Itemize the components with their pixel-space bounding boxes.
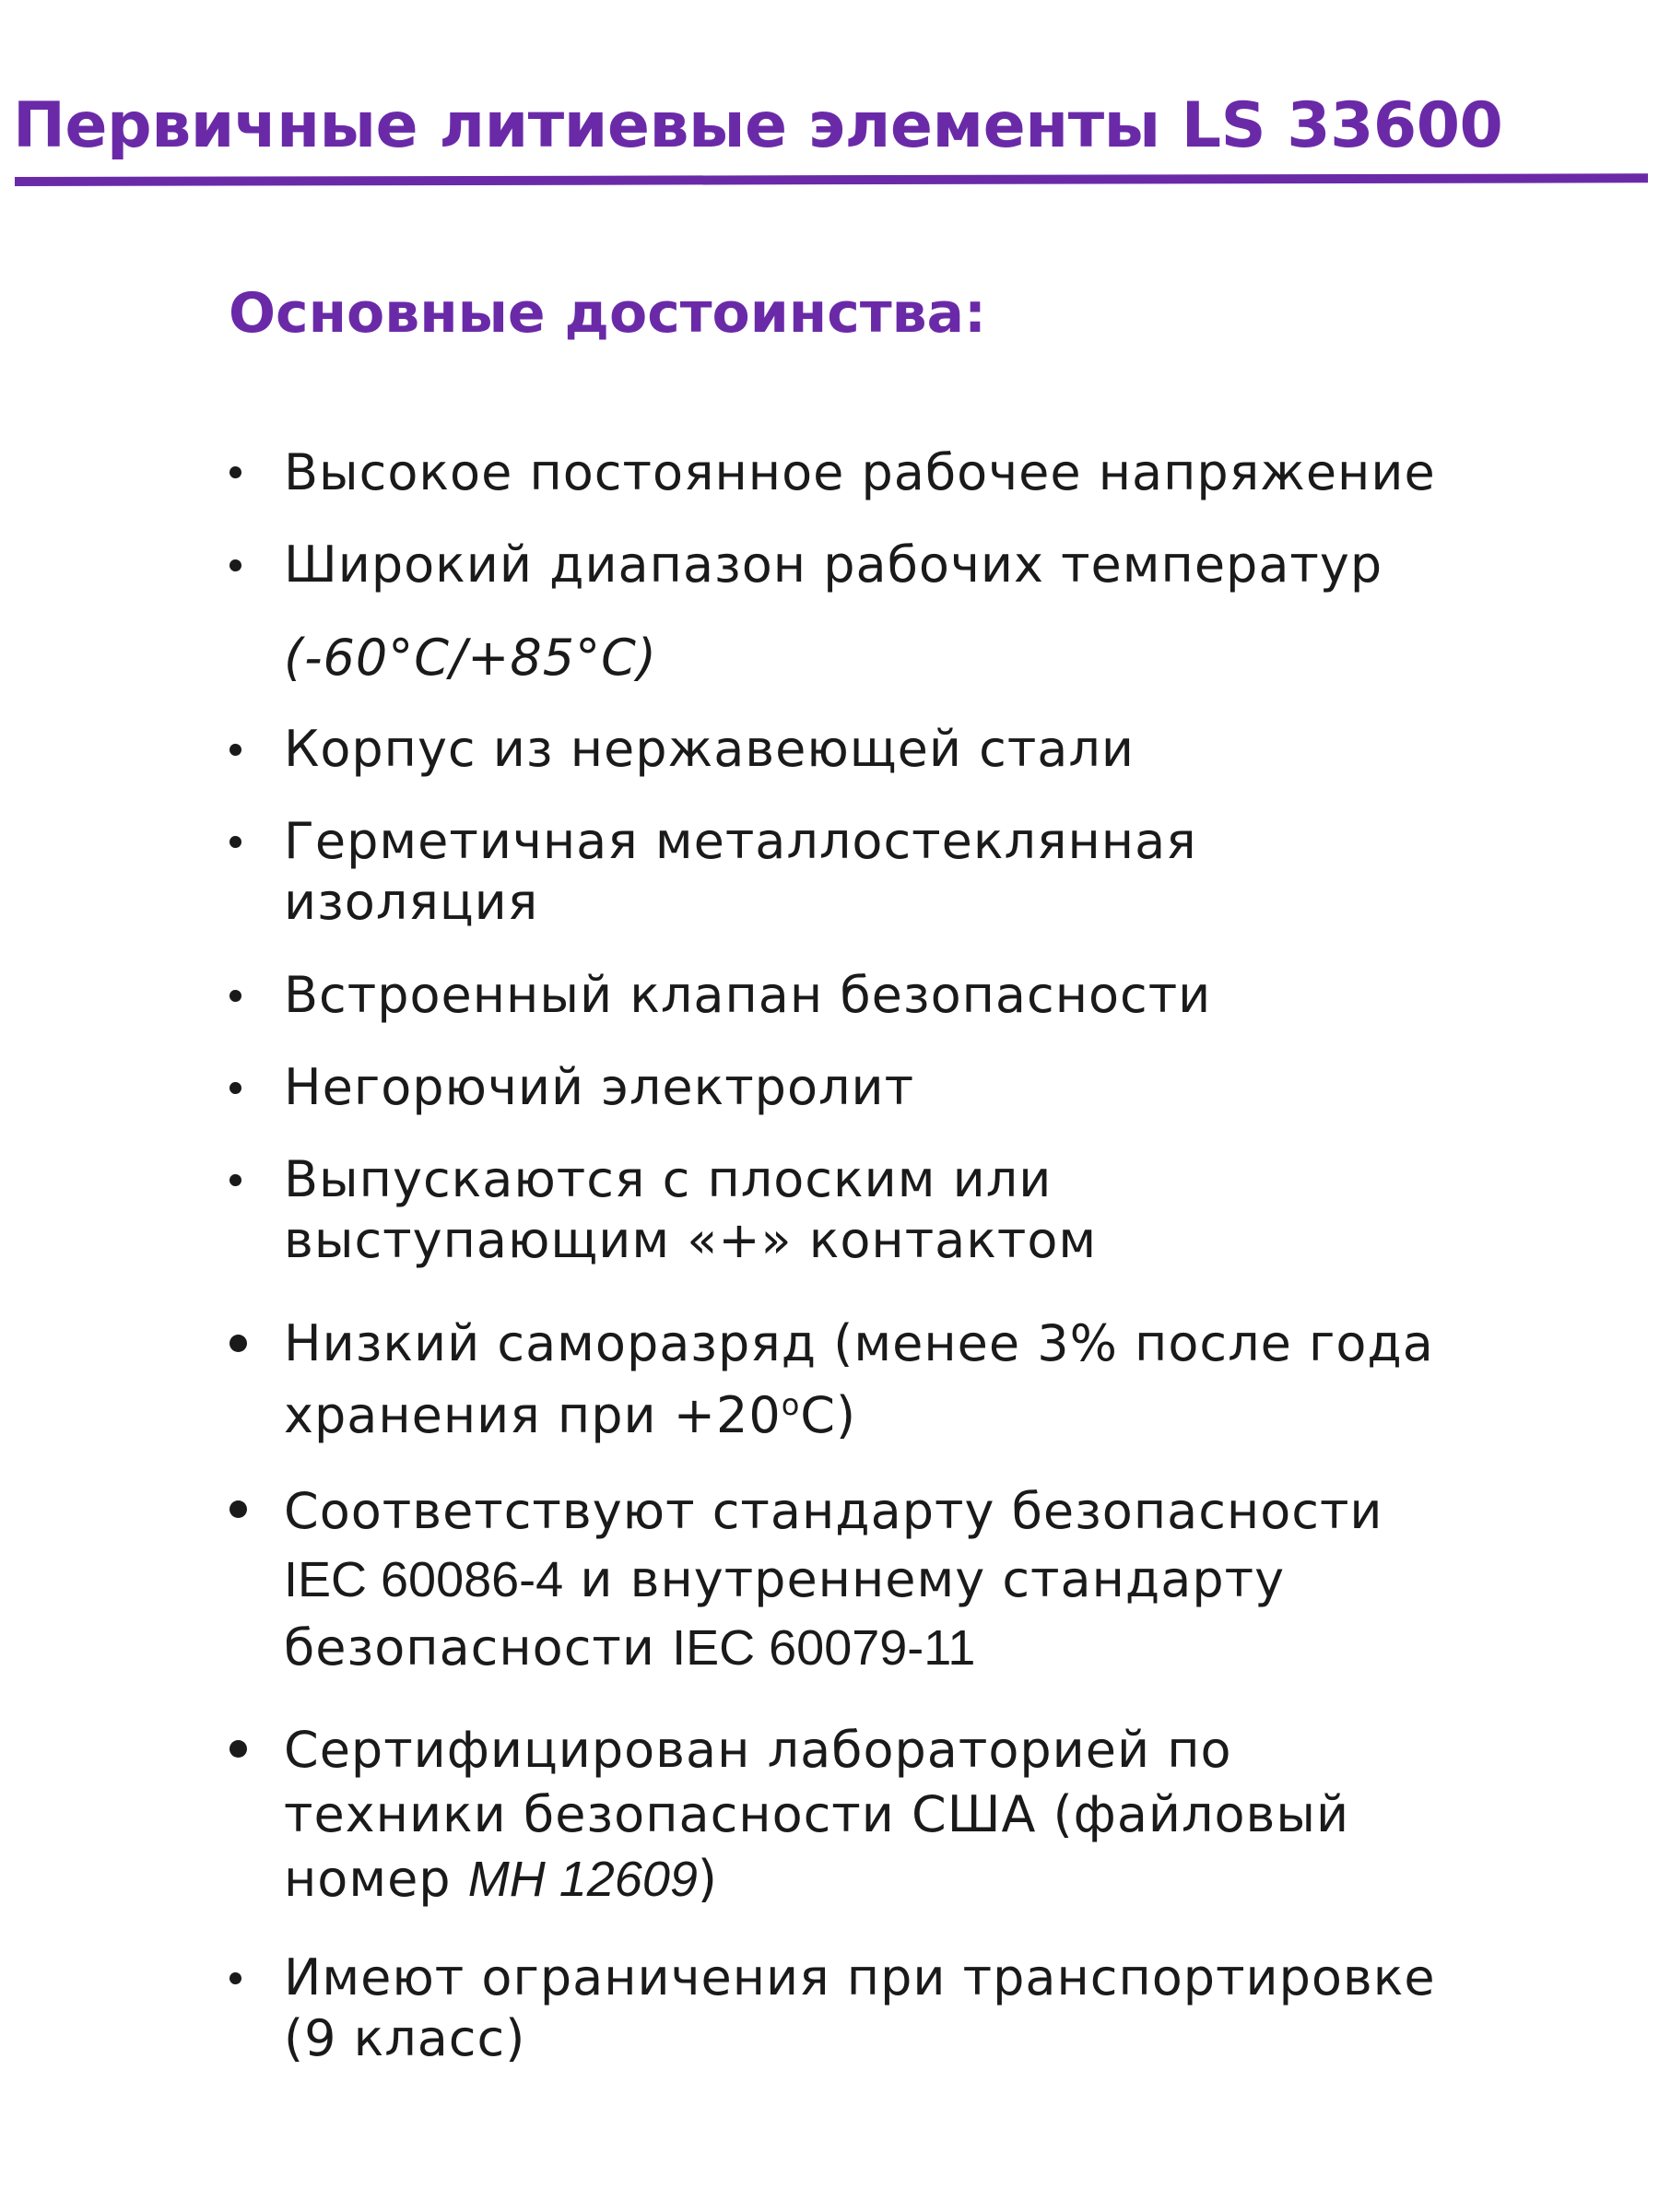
text-line: Соответствуют стандарту безопасности [284, 1482, 1383, 1540]
text-line: выступающим «+» контактом [284, 1211, 1098, 1269]
bullet-icon [229, 744, 241, 756]
text-line: Высокое постоянное рабочее напряжение [284, 443, 1436, 501]
temperature-range: (-60°C/+85°C) [284, 629, 657, 687]
text-line: Герметичная металлостеклянная [284, 812, 1197, 870]
degree-sign: o [781, 1387, 801, 1422]
text-line [284, 1847, 1630, 1912]
text-line: Корпус из нержавеющей стали [284, 720, 1135, 778]
list-item-text [284, 1477, 1630, 1682]
list-item-text [284, 1947, 1630, 2069]
page-title: Первичные литиевые элементы LS 33600 [13, 89, 1503, 162]
text-segment: хранения при +20 [284, 1386, 782, 1444]
text-line [284, 1374, 1630, 1446]
text-line: (9 класс) [284, 2009, 526, 2067]
section-subtitle: Основные достоинства: [229, 281, 987, 346]
text-line: техники безопасности США (файловый [284, 1785, 1350, 1843]
list-item-text [284, 811, 1630, 933]
bullet-icon [229, 1082, 241, 1094]
text-line: изоляция [284, 873, 539, 931]
text-line: Сертифицирован лабораторией по [284, 1721, 1232, 1779]
text-line: Встроенный клапан безопасности [284, 966, 1212, 1024]
bullet-icon [229, 1174, 241, 1186]
text-segment: и внутреннему стандарту [563, 1550, 1286, 1608]
list-item-text [284, 1057, 1630, 1118]
text-line [284, 1614, 1630, 1682]
bullet-icon [229, 559, 241, 571]
text-line: Негорючий электролит [284, 1058, 915, 1116]
list-item-text [284, 535, 1630, 688]
bullet-icon [229, 466, 241, 478]
list-item-text [284, 965, 1630, 1026]
list-item-text [284, 1313, 1630, 1446]
list-item-text [284, 442, 1630, 503]
standard-code: IEC 60079-11 [672, 1620, 976, 1676]
bullet-icon [229, 990, 241, 1002]
text-line [284, 1546, 1630, 1614]
text-line: Имеют ограничения при транспортировке [284, 1948, 1436, 2006]
list-item-text [284, 1718, 1630, 1912]
bullet-icon [229, 1972, 241, 1984]
bullet-icon [229, 836, 241, 848]
text-line: Низкий саморазряд (менее 3% после года [284, 1314, 1434, 1372]
text-segment: номер [284, 1850, 468, 1908]
text-line: Широкий диапазон рабочих температур [284, 535, 1383, 594]
text-segment: C) [800, 1386, 857, 1444]
text-segment: ) [697, 1850, 718, 1908]
text-line: Выпускаются с плоским или [284, 1150, 1053, 1208]
bullet-icon [229, 1500, 247, 1518]
standard-code: IEC 60086-4 [284, 1552, 564, 1607]
file-number: MH 12609 [467, 1852, 698, 1907]
bullet-icon [229, 1740, 247, 1758]
bullet-icon [229, 1335, 247, 1352]
text-segment: безопасности [284, 1618, 673, 1677]
list-item-text [284, 719, 1630, 780]
list-item-text [284, 1149, 1630, 1271]
